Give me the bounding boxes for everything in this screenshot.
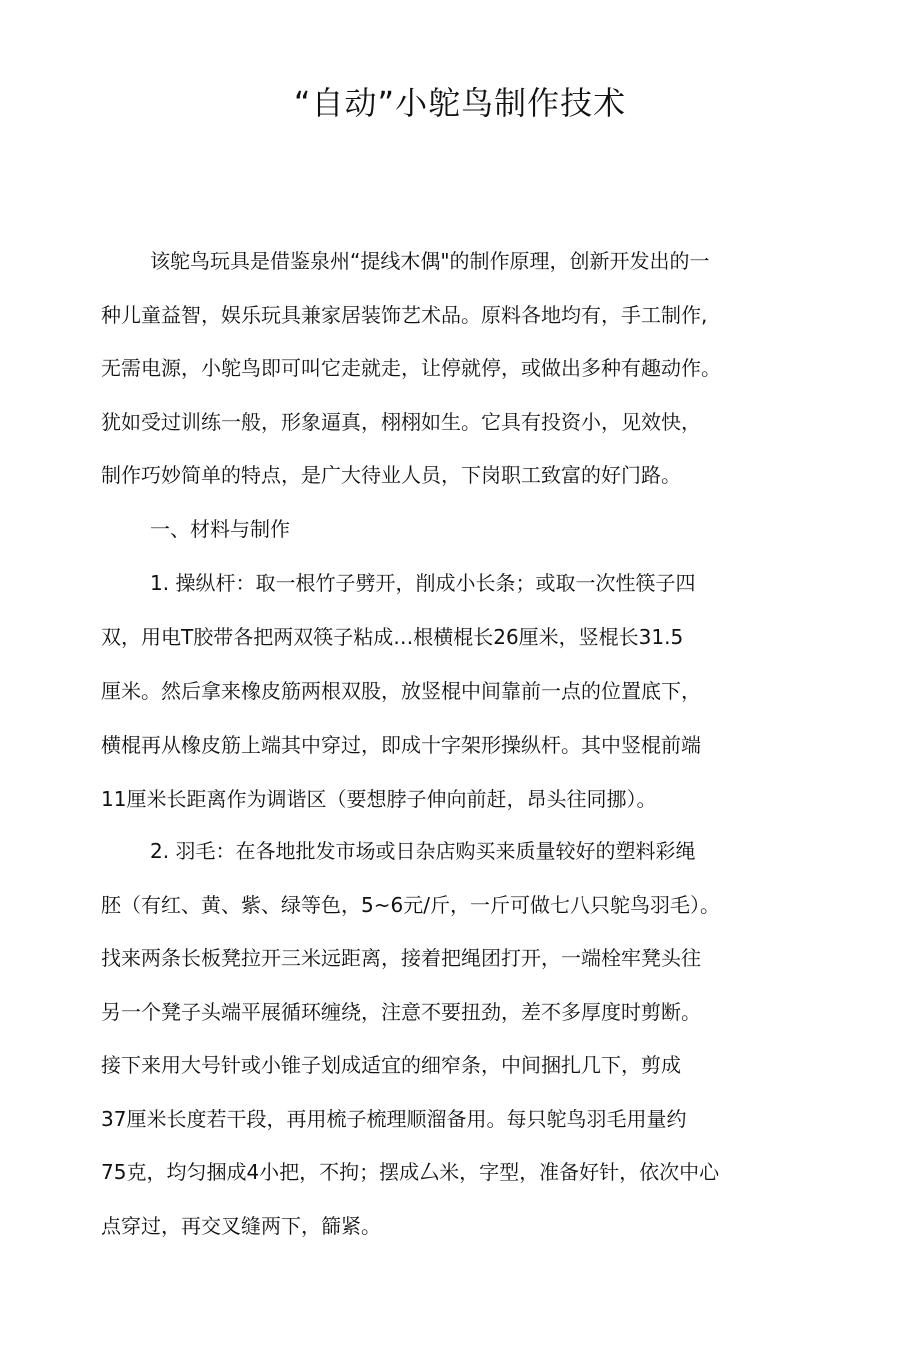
paragraph-line: 该鸵鸟玩具是借鉴泉州“提线木偶"的制作原理，创新开发出的一 — [150, 249, 710, 273]
paragraph-line: 厘米。然后拿来橡皮筋两根双股，放竖棍中间靠前一点的位置底下， — [101, 679, 701, 703]
document-title: “自动”小鸵鸟制作技术 — [293, 84, 627, 122]
paragraph-line: 找来两条长板凳拉开三米远距离，接着把绳团打开，一端栓牢凳头往 — [101, 946, 701, 970]
paragraph-line: 横棍再从橡皮筋上端其中穿过，即成十字架形操纵杆。其中竖棍前端 — [101, 733, 701, 757]
paragraph-line: 无需电源，小鸵鸟即可叫它走就走，让停就停，或做出多种有趣动作。 — [101, 356, 721, 380]
paragraph-line: 胚（有红、黄、紫、绿等色，5~6元/斤，一斤可做七八只鸵鸟羽毛）。 — [101, 893, 720, 917]
paragraph-line: 犹如受过训练一般，形象逼真，栩栩如生。它具有投资小，见效快， — [101, 410, 701, 434]
paragraph-line: 点穿过，再交叉缝两下，篩紧。 — [101, 1214, 381, 1238]
paragraph-line: 75克，均匀捆成4小把，不拘；摆成厶米，字型，准备好针，依次中心 — [101, 1160, 720, 1184]
paragraph-line: 37厘米长度若干段，再用梳子梳理顺溜备用。每只鸵鸟羽毛用量约 — [101, 1107, 687, 1131]
paragraph-line: 双，用电T胶带各把两双筷子粘成…根横棍长26厘米，竖棍长31.5 — [101, 625, 684, 649]
paragraph-line: 制作巧妙简单的特点，是广大待业人员，下岗职工致富的好门路。 — [101, 463, 681, 487]
paragraph-line: 接下来用大号针或小锥子划成适宜的细窄条，中间捆扎几下，剪成 — [101, 1053, 681, 1077]
paragraph-line: 1. 操纵杆：取一根竹子劈开，削成小长条；或取一次性筷子四 — [150, 571, 696, 595]
paragraph-line: 种儿童益智，娱乐玩具兼家居装饰艺术品。原料各地均有，手工制作, — [101, 303, 708, 327]
paragraph-line: 另一个凳子头端平展循环缠绕，注意不要扭劲，差不多厚度时剪断。 — [101, 1000, 701, 1024]
paragraph-line: 11厘米长距离作为调谐区（要想脖子伸向前赶，昂头往同挪）。 — [101, 787, 657, 811]
paragraph-line: 2. 羽毛：在各地批发市场或日杂店购买来质量较好的塑料彩绳 — [150, 839, 696, 863]
section-heading: 一、材料与制作 — [150, 517, 290, 541]
